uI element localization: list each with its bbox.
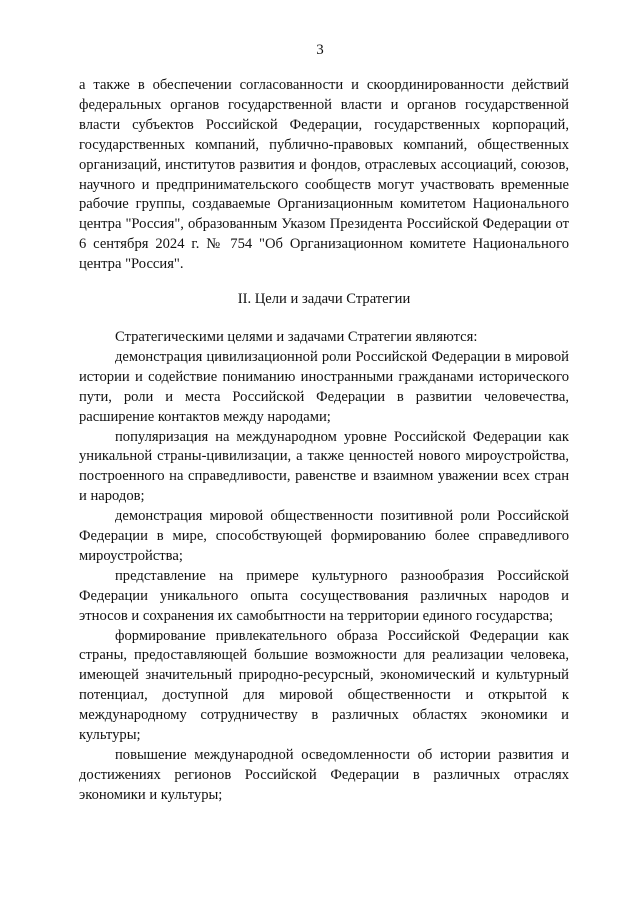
list-item: демонстрация мировой общественности позитивной роли Российской Федерации в мире, способствующей формированию более справедливого мироустройства; [79,508,569,564]
list-item: демонстрация цивилизационной роли Российской Федерации в мировой истории и содействие пониманию иностранными гражданами исторического пути, роли и места Российской Федерации в развитии человечества, расширение контактов между народами; [79,348,569,425]
intro-paragraph: Стратегическими целями и задачами Стратегии являются: [115,328,478,345]
list-item: популяризация на международном уровне Российской Федерации как уникальной страны-цивилизации, а также ценностей нового мироустройства, построенного на справедливости, равенстве и взаимном уважении всех стран и народов; [79,428,569,505]
page-number: 3 [316,42,324,58]
list-item: повышение международной осведомленности об истории развития и достижениях регионов Российской Федерации в различных отраслях экономики и культуры; [79,747,569,803]
paragraph-continuation: а также в обеспечении согласованности и скоординированности действий федеральных органов государственной власти и органов государственной власти субъектов Российской Федерации, государственных корпораций, государственных компаний, публично-правовых компаний, общественных организаций, институтов развития и фондов, отраслевых ассоциаций, союзов, научного и предпринимательского сообществ могут участвовать временные рабочие группы, создаваемые Организационным комитетом Национального центра "Россия", образованным Указом Президента Российской Федерации от 6 сентября 2024 г. № 754 "Об Организационном комитете Национального центра "Россия". [79,77,569,273]
list-item: представление на примере культурного разнообразия Российской Федерации уникального опыта сосуществования различных народов и этносов и сохранения их самобытности на территории единого государства; [79,567,569,624]
list-item: формирование привлекательного образа Российской Федерации как страны, предоставляющей большие возможности для реализации человека, имеющей значительный природно-ресурсный, экономический и культурный потенциал, доступной для мировой общественности и открытой к международному сотрудничеству в различных областях экономики и культуры; [79,627,569,744]
document-body [79,76,569,806]
section-heading: II. Цели и задачи Стратегии [237,291,411,308]
